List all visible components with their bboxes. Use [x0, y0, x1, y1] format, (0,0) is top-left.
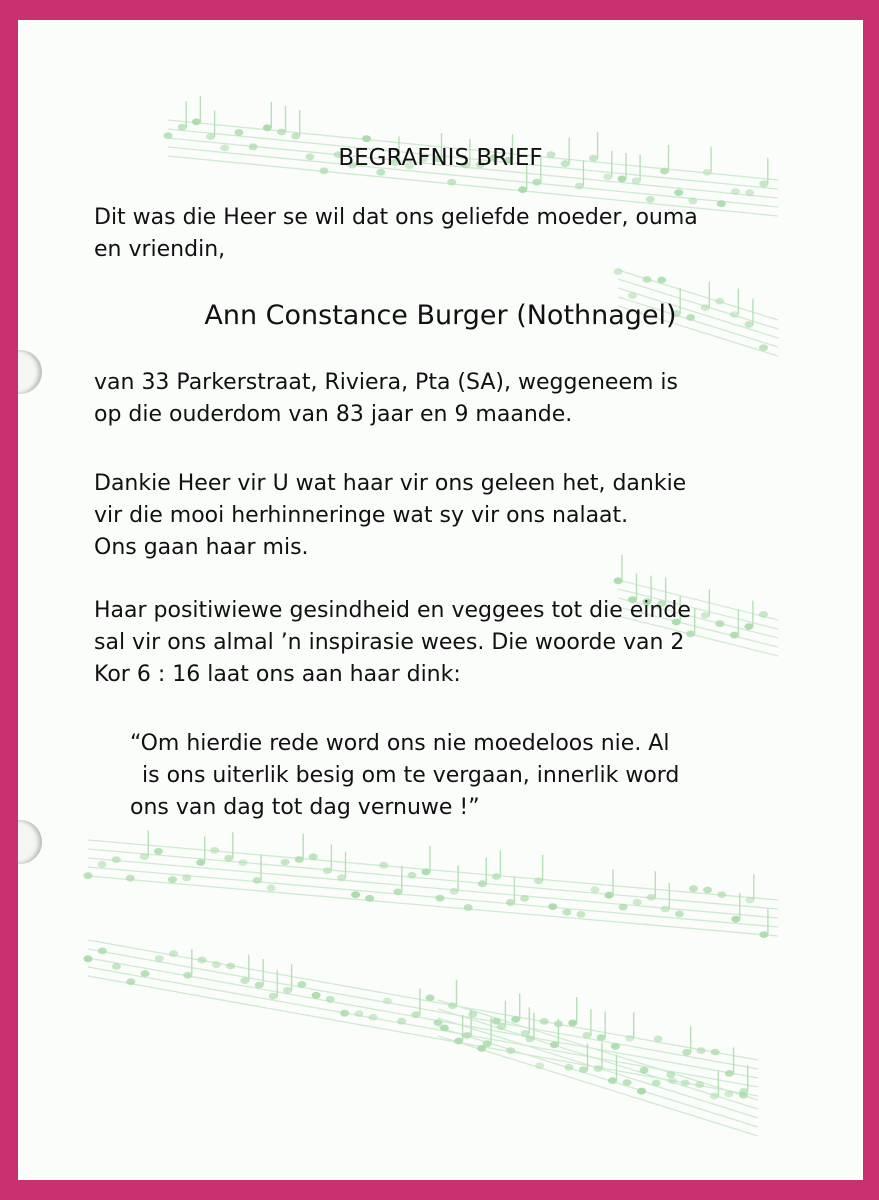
- intro-line-1: Dit was die Heer se wil dat ons geliefde moeder, ouma: [94, 205, 698, 230]
- thanks-paragraph: [94, 468, 794, 564]
- quote-line-1: “Om hierdie rede word ons nie moedeloos nie. Al: [130, 731, 670, 756]
- card-title: BEGRAFNIS BRIEF: [338, 145, 543, 171]
- quote-line-3: ons van dag tot dag vernuwe !”: [130, 795, 480, 820]
- address-line-1: van 33 Parkerstraat, Riviera, Pta (SA), weggeneem is: [94, 370, 678, 395]
- tribute-line-1: Haar positiwiewe gesindheid en veggees tot die einde: [94, 598, 691, 623]
- tribute-line-3: Kor 6 : 16 laat ons aan haar dink:: [94, 662, 461, 687]
- quote-line-2: is ons uiterlik besig om te vergaan, innerlik word: [142, 763, 680, 788]
- address-line-2: op die ouderdom van 83 jaar en 9 maande.: [94, 402, 573, 427]
- memorial-card: [18, 20, 863, 1180]
- intro-paragraph: [94, 202, 794, 266]
- scripture-quote: [130, 728, 770, 824]
- tribute-line-2: sal vir ons almal ’n inspirasie wees. Die woorde van 2: [94, 630, 685, 655]
- tribute-paragraph: [94, 595, 794, 691]
- deceased-name: Ann Constance Burger (Nothnagel): [204, 300, 677, 331]
- address-paragraph: [94, 367, 794, 431]
- intro-line-2: en vriendin,: [94, 237, 226, 262]
- thanks-line-3: Ons gaan haar mis.: [94, 535, 309, 560]
- thanks-line-2: vir die mooi herhinneringe wat sy vir ons nalaat.: [94, 503, 629, 528]
- thanks-line-1: Dankie Heer vir U wat haar vir ons geleen het, dankie: [94, 471, 687, 496]
